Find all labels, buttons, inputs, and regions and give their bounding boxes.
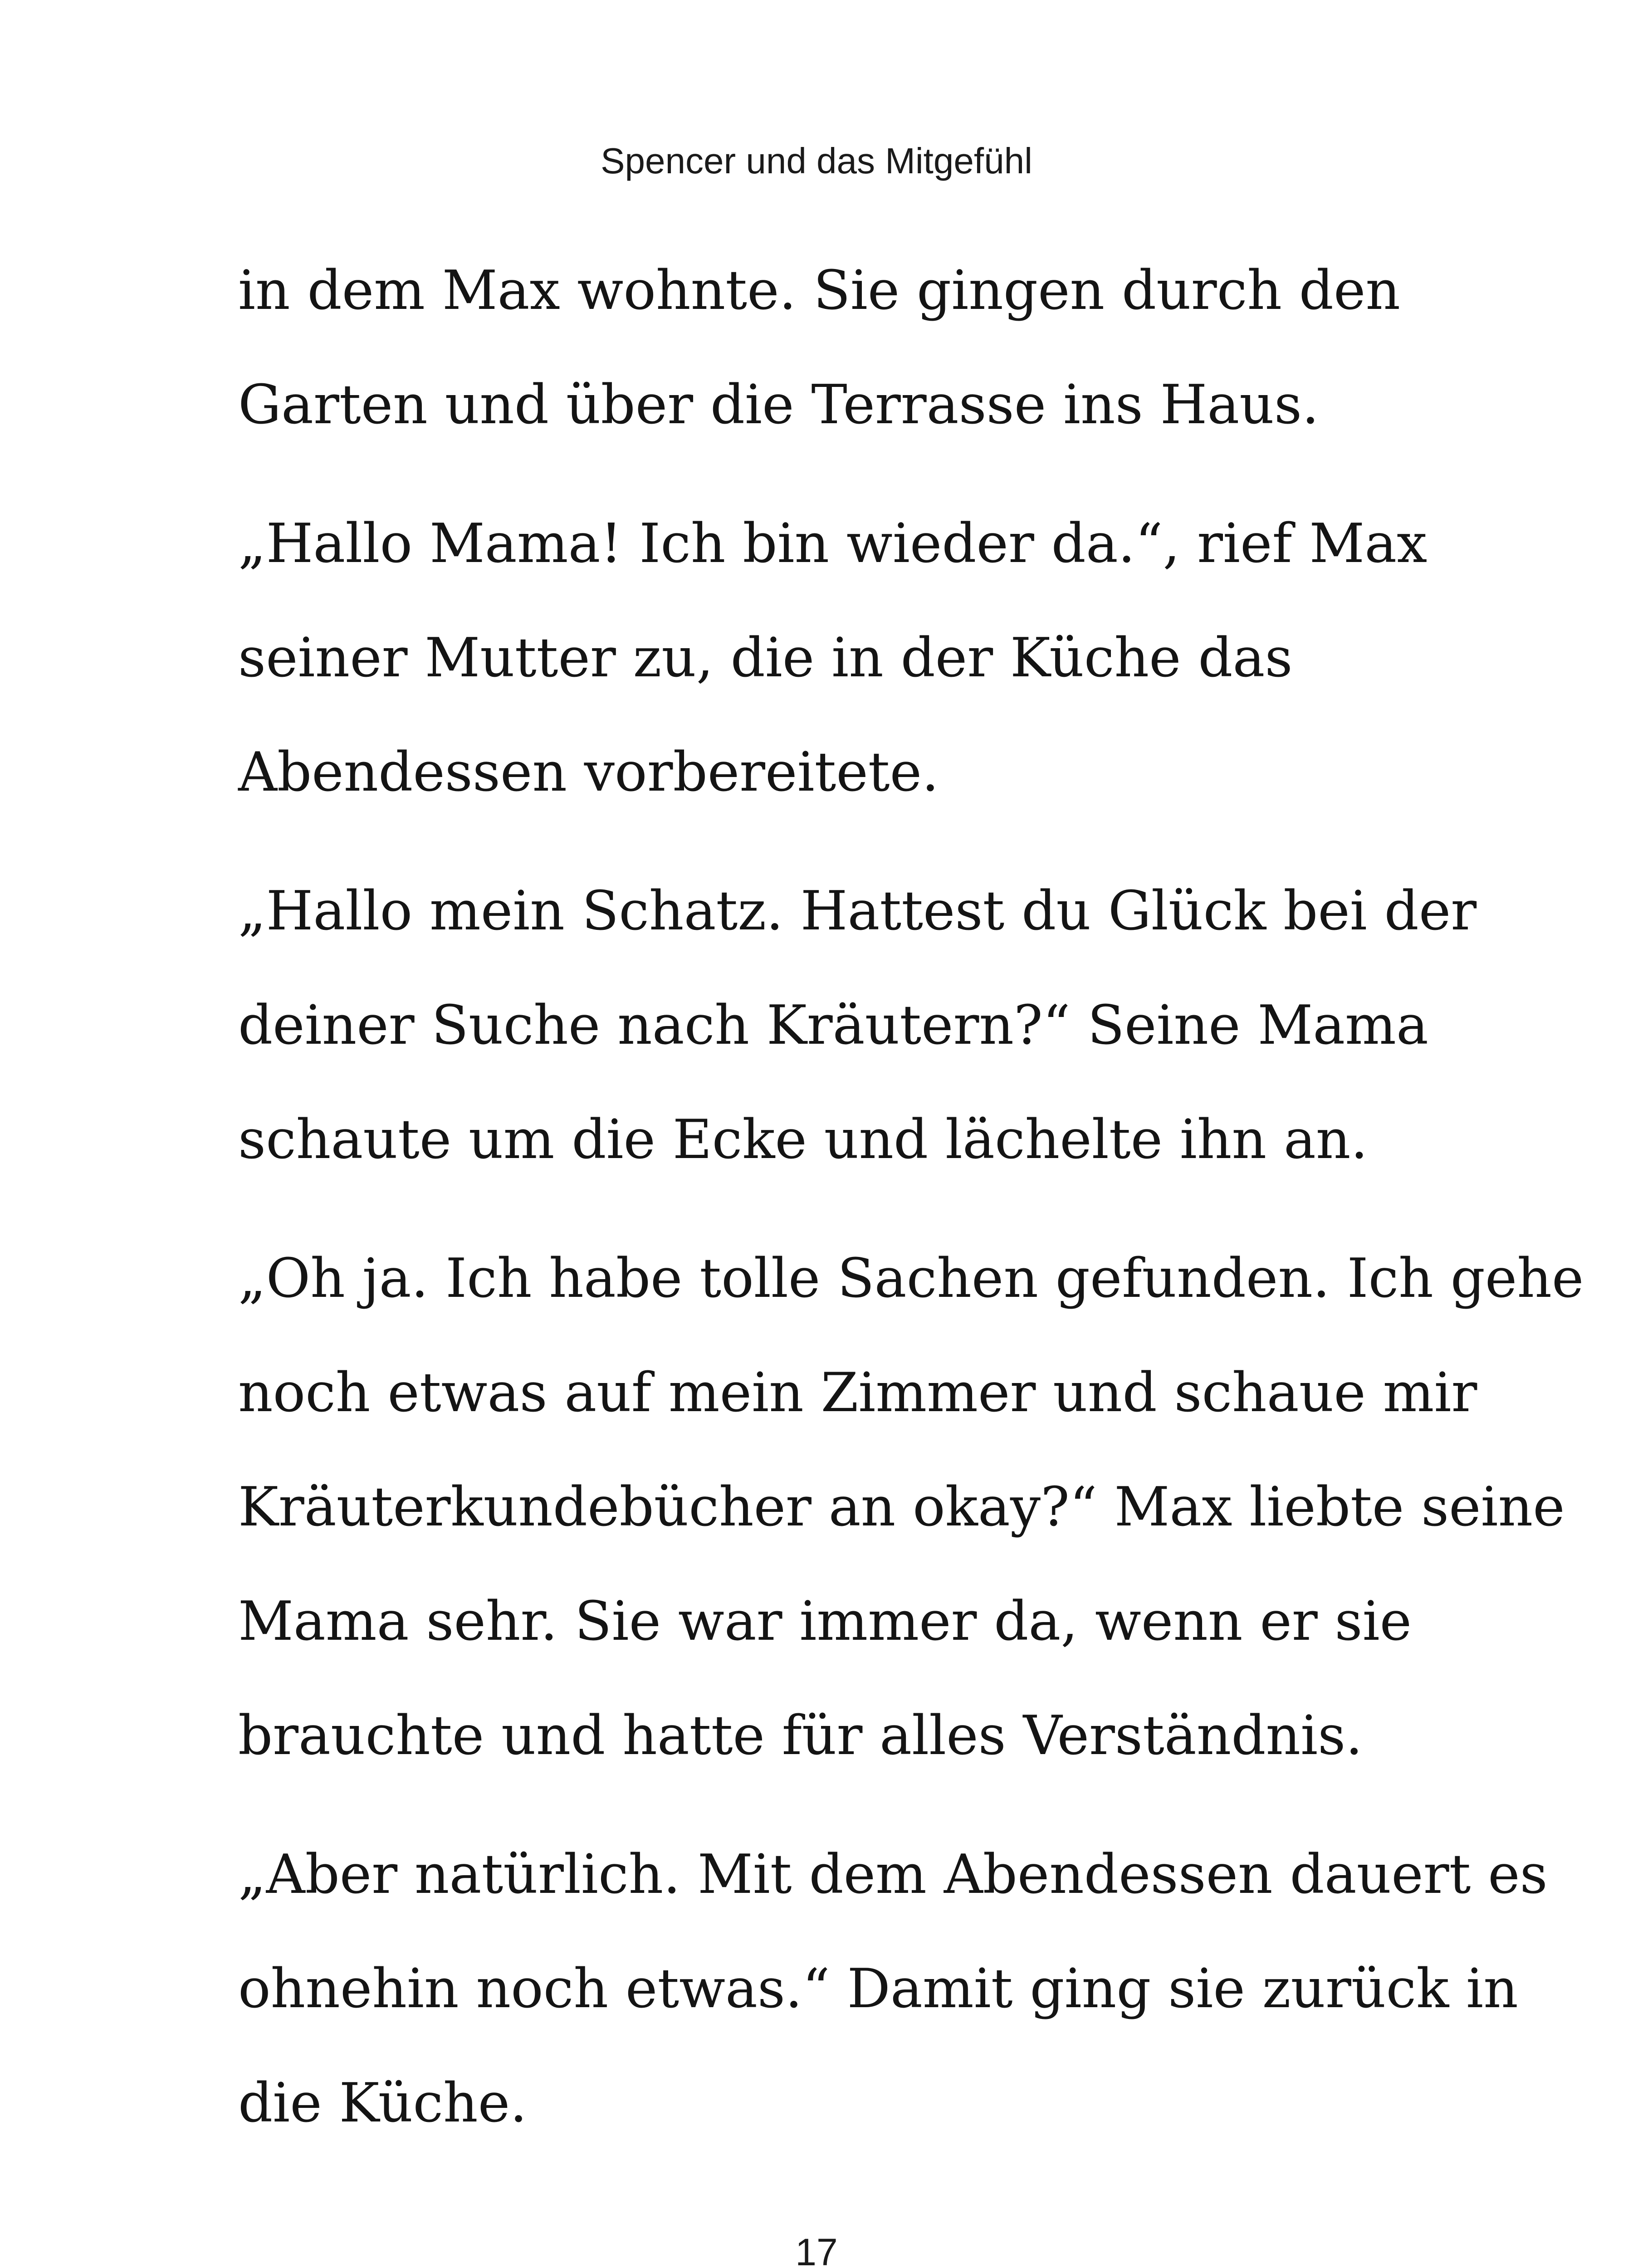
paragraph-4 (238, 1222, 1584, 1793)
text-line: „Aber natürlich. Mit dem Abendessen dauert es (238, 1843, 1548, 1906)
text-line: die Küche. (238, 2072, 527, 2135)
text-line: in dem Max wohnte. Sie gingen durch den (238, 259, 1401, 322)
page-number: 17 (795, 2231, 838, 2268)
text-line: Mama sehr. Sie war immer da, wenn er sie (238, 1590, 1412, 1653)
text-line: brauchte und hatte für alles Verständnis. (238, 1705, 1363, 1767)
text-line: „Hallo Mama! Ich bin wieder da.“, rief Max (238, 513, 1428, 575)
text-line: „Oh ja. Ich habe tolle Sachen gefunden. Ich gehe (238, 1247, 1584, 1310)
text-line: deiner Suche nach Kräutern?“ Seine Mama (238, 994, 1428, 1057)
text-line: seiner Mutter zu, die in der Küche das (238, 627, 1293, 689)
paragraph-2 (238, 487, 1463, 830)
paragraph-5 (238, 1818, 1548, 2160)
body-text (238, 234, 1584, 2160)
text-line: Kräuterkundebücher an okay?“ Max liebte seine (238, 1476, 1565, 1539)
text-line: Garten und über die Terrasse ins Haus. (238, 374, 1319, 436)
text-line: ohnehin noch etwas.“ Damit ging sie zurück in (238, 1958, 1518, 2020)
paragraph-1 (238, 234, 1463, 462)
running-header: Spencer und das Mitgefühl (601, 141, 1032, 181)
paragraph-3 (238, 854, 1477, 1197)
text-line: „Hallo mein Schatz. Hattest du Glück bei der (238, 880, 1477, 943)
text-line: noch etwas auf mein Zimmer und schaue mir (238, 1362, 1477, 1424)
text-line: schaute um die Ecke und lächelte ihn an. (238, 1109, 1368, 1171)
text-line: Abendessen vorbereitete. (238, 741, 939, 804)
